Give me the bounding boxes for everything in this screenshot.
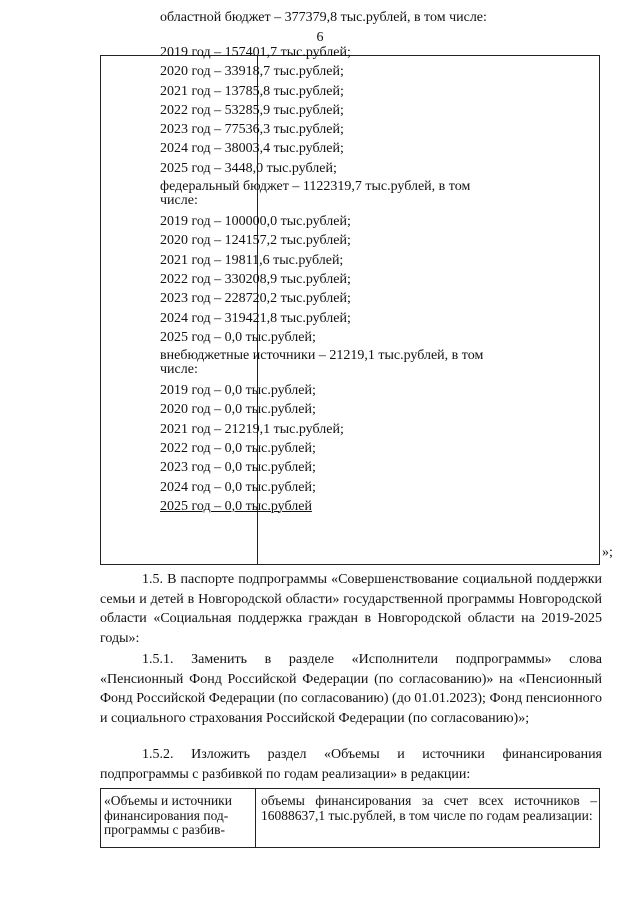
budget-line: 2024 год – 0,0 тыс.рублей; [160, 479, 316, 495]
budget-line: 2021 год – 21219,1 тыс.рублей; [160, 421, 344, 437]
paragraph-1-5-2: 1.5.2. Изложить раздел «Объемы и источники финансирования подпрограммы с разбивкой по годам реализации» в редакции: [100, 747, 602, 782]
budget-line: 2024 год – 38003,4 тыс.рублей; [160, 141, 344, 157]
quote-close: »; [602, 545, 613, 560]
paragraph-1-5-1: 1.5.1. Заменить в разделе «Исполнители подпрограммы» слова «Пенсионный Фонд Российской Федерации (по согласованию)» на «Пенсионный Фонд Российской Федерации (по согласованию) (до 01.01.2023); Фонд пенсионного и социального страхования Российской Федерации (по согласованию)»; [100, 652, 602, 726]
table-divider [255, 789, 256, 847]
budget-line: 2020 год – 33918,7 тыс.рублей; [160, 64, 344, 80]
budget-lines [160, 9, 496, 516]
budget-line: 2024 год – 319421,8 тыс.рублей; [160, 310, 351, 326]
budget-line: 2020 год – 124157,2 тыс.рублей; [160, 233, 351, 249]
budget-line: федеральный бюджет – 1122319,7 тыс.рублей, в том числе: [160, 179, 471, 209]
budget-line: 2025 год – 0,0 тыс.рублей; [160, 329, 316, 345]
budget-line: 2021 год – 13785,8 тыс.рублей; [160, 83, 344, 99]
budget-line: 2025 год – 3448,0 тыс.рублей; [160, 160, 337, 176]
budget-line: областной бюджет – 377379,8 тыс.рублей, в том числе: [160, 10, 487, 25]
budget-line: 2023 год – 0,0 тыс.рублей; [160, 460, 316, 476]
page-number: 6 [316, 30, 324, 45]
financing-value-cell: объемы финансирования за счет всех источников – 16088637,1 тыс.рублей, в том числе по годам реализации: [261, 793, 597, 823]
budget-line: 2022 год – 0,0 тыс.рублей; [160, 441, 316, 457]
budget-line: 2022 год – 330208,9 тыс.рублей; [160, 271, 351, 287]
budget-line: внебюджетные источники – 21219,1 тыс.рублей, в том числе: [160, 348, 484, 378]
budget-line: 2021 год – 19811,6 тыс.рублей; [160, 252, 344, 268]
budget-line: 2025 год – 0,0 тыс.рублей [160, 498, 312, 514]
budget-line: 2023 год – 77536,3 тыс.рублей; [160, 122, 344, 138]
financing-label-cell: «Объемы и источники финансирования под-программы с разбив- [104, 793, 232, 837]
budget-line: 2022 год – 53285,9 тыс.рублей; [160, 102, 344, 118]
paragraph-1-5: 1.5. В паспорте подпрограммы «Совершенствование социальной поддержки семьи и детей в Новгородской области» государственной программы Новгородской области «Социальная поддержка граждан в Новгородской области на 2019-2025 годы»: [100, 572, 602, 646]
budget-line: 2020 год – 0,0 тыс.рублей; [160, 402, 316, 418]
budget-line: 2019 год – 157401,7 тыс.рублей; [160, 45, 351, 60]
budget-line: 2019 год – 100000,0 тыс.рублей; [160, 214, 351, 230]
financing-table [100, 788, 600, 848]
budget-line: 2019 год – 0,0 тыс.рублей; [160, 383, 316, 399]
budget-line: 2023 год – 228720,2 тыс.рублей; [160, 291, 351, 307]
